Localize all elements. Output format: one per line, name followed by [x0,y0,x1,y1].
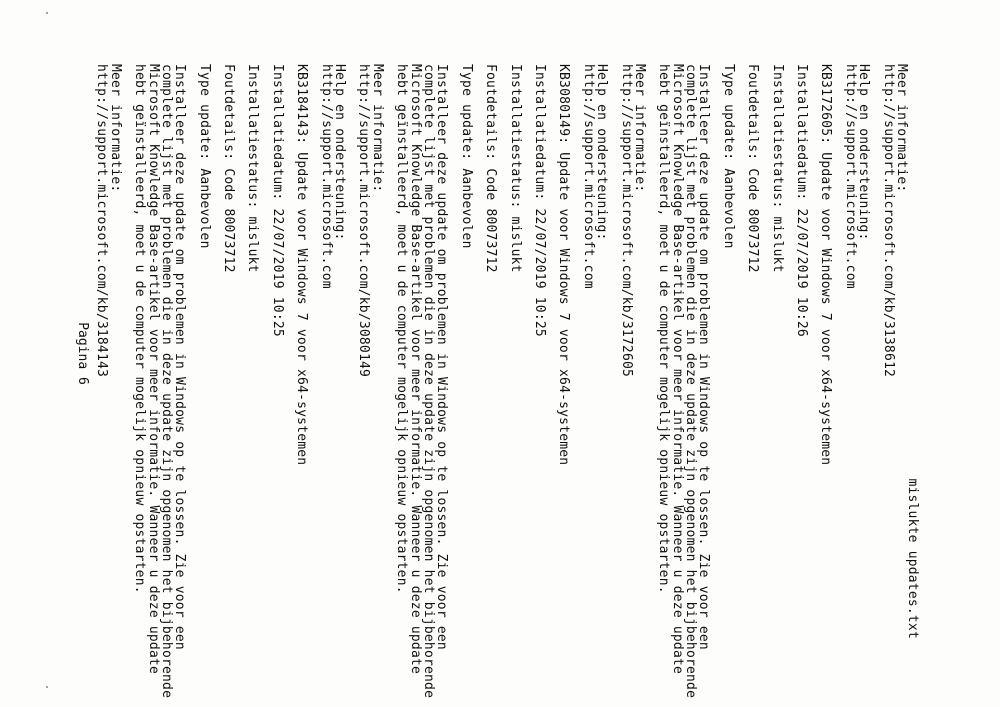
blank-line [646,64,657,684]
text-line: Meer informatie: [107,64,123,193]
text-line: Installatiedatum: 22/07/2019 10:25 [531,64,547,337]
page-number: Pagina 6 [75,322,90,385]
blank-line [260,64,271,684]
blank-line [211,64,222,684]
text-line: Type update: Aanbevolen [196,64,212,249]
text-line: Microsoft Knowledge Base-artikel voor meer informatie. Wanneer u deze update [407,64,423,675]
blank-line [759,64,770,684]
text-line: Type update: Aanbevolen [458,64,474,249]
blank-line [735,64,746,684]
blank-line [784,64,795,684]
text-line: Installeer deze update om problemen in Windows op te lossen. Zie voor een [172,64,188,650]
text-line: Help en ondersteuning: [332,64,348,241]
blank-line [122,64,133,684]
text-line: complete lijst met problemen die in deze update zijn opgenomen het bijbehorende [421,64,437,699]
text-line: Foutdetails: Code 80073712 [221,64,237,273]
text-line: hebt geïnstalleerd, moet u de computer mogelijk opnieuw opstarten. [394,64,410,594]
text-line: Microsoft Knowledge Base-artikel voor meer informatie. Wanneer u deze update [669,64,685,675]
text-line: KB3080149: Update voor Windows 7 voor x64-systemen [556,64,572,466]
blank-line [186,64,197,684]
text-line: Foutdetails: Code 80073712 [745,64,761,273]
blank-line [522,64,533,684]
text-line: Installatiestatus: mislukt [245,64,261,273]
text-line: Foutdetails: Code 80073712 [483,64,499,273]
document-title: mislukte updates.txt [905,478,920,639]
text-line: Meer informatie: [369,64,385,193]
text-line: Installatiedatum: 22/07/2019 10:25 [269,64,285,337]
text-line: Meer informatie: [631,64,647,193]
text-line: KB3184143: Update voor Windows 7 voor x64-systemen [294,64,310,466]
blank-line [608,64,619,684]
text-line: hebt geïnstalleerd, moet u de computer mogelijk opnieuw opstarten. [656,64,672,594]
text-line: http://support.microsoft.com [842,64,858,289]
text-line: http://support.microsoft.com [580,64,596,289]
text-line: Installatiestatus: mislukt [769,64,785,273]
text-line: http://support.microsoft.com/kb/3138612 [880,64,896,378]
blank-line [710,64,721,684]
text-line: Installeer deze update om problemen in Windows op te lossen. Zie voor een [434,64,450,650]
document-body [94,64,909,699]
text-line: http://support.microsoft.com/kb/3172605 [618,64,634,378]
text-line: Help en ondersteuning: [594,64,610,241]
blank-line [284,64,295,684]
blank-line [384,64,395,684]
blank-line [346,64,357,684]
blank-line [832,64,843,684]
blank-line [497,64,508,684]
text-line: Installatiedatum: 22/07/2019 10:26 [794,64,810,337]
text-line: http://support.microsoft.com/kb/3080149 [356,64,372,378]
text-line: Microsoft Knowledge Base-artikel voor meer informatie. Wanneer u deze update [145,64,161,675]
text-line: complete lijst met problemen die in deze update zijn opgenomen het bijbehorende [158,64,174,699]
blank-line [308,64,319,684]
scan-speck [46,686,48,688]
blank-line [473,64,484,684]
blank-line [448,64,459,684]
text-line: http://support.microsoft.com/kb/3184143 [94,64,110,378]
blank-line [870,64,881,684]
blank-line [570,64,581,684]
text-line: KB3172605: Update voor Windows 7 voor x64-systemen [818,64,834,466]
blank-line [235,64,246,684]
text-line: Installatiestatus: mislukt [507,64,523,273]
text-line: Type update: Aanbevolen [720,64,736,249]
blank-line [546,64,557,684]
text-line: hebt geïnstalleerd, moet u de computer mogelijk opnieuw opstarten. [132,64,148,594]
text-line: http://support.microsoft.com [318,64,334,289]
text-line: Meer informatie: [894,64,909,193]
text-line: complete lijst met problemen die in deze update zijn opgenomen het bijbehorende [683,64,699,699]
blank-line [808,64,819,684]
text-line: Help en ondersteuning: [856,64,872,241]
scan-speck [46,12,48,14]
text-line: Installeer deze update om problemen in Windows op te lossen. Zie voor een [696,64,712,650]
